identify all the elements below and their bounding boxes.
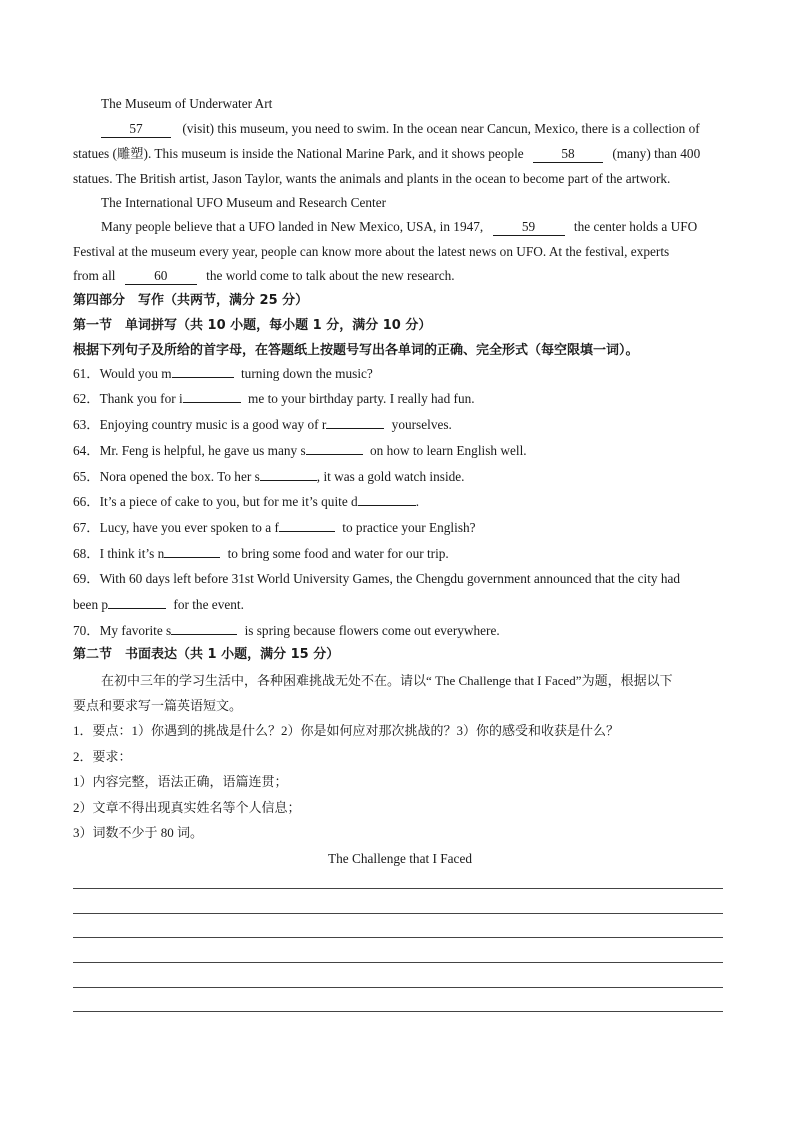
requirement-points: 1．要点：1）你遇到的挑战是什么？2）你是如何应对那次挑战的？3）你的感受和收获是什么？ bbox=[73, 723, 620, 738]
writing-line[interactable] bbox=[73, 962, 723, 963]
question-text: 66．It’s a piece of cake to you, but for me it’s quite d bbox=[73, 494, 358, 509]
writing-line[interactable] bbox=[73, 888, 723, 889]
answer-blank[interactable] bbox=[108, 595, 166, 609]
question-text: me to your birthday party. I really had fun. bbox=[248, 391, 475, 406]
question-66 bbox=[73, 492, 419, 511]
answer-blank[interactable] bbox=[172, 364, 234, 378]
section1-title: 第一节 单词拼写（共 10 小题，每小题 1 分，满分 10 分） bbox=[73, 318, 432, 333]
writing-line[interactable] bbox=[73, 1011, 723, 1012]
question-text: 70．My favorite s bbox=[73, 623, 172, 638]
blank-59[interactable]: 59 bbox=[493, 219, 565, 236]
answer-blank[interactable] bbox=[279, 518, 335, 532]
question-text: to bring some food and water for our trip. bbox=[227, 546, 449, 561]
section2-intro-line-2: 要点和要求写一篇英语短文。 bbox=[73, 698, 243, 713]
question-text: 65．Nora opened the box. To her s bbox=[73, 469, 260, 484]
question-text: 64．Mr. Feng is helpful, he gave us many s bbox=[73, 443, 306, 458]
question-69-line-1: 69．With 60 days left before 31st World University Games, the Chengdu government announced that the city had bbox=[73, 571, 681, 586]
writing-line[interactable] bbox=[73, 987, 723, 988]
passage-paragraph-2-line-3 bbox=[73, 267, 455, 285]
passage-text: the center holds a UFO bbox=[573, 219, 698, 234]
question-61 bbox=[73, 364, 373, 383]
requirement-heading: 2．要求： bbox=[73, 749, 132, 764]
question-text: been p bbox=[73, 597, 109, 612]
question-text: on how to learn English well. bbox=[370, 443, 527, 458]
passage-paragraph-2-line-2: Festival at the museum every year, people can know more about the latest news on UFO. At the festival, experts bbox=[73, 244, 670, 259]
question-text: 67．Lucy, have you ever spoken to a f bbox=[73, 520, 279, 535]
museum-heading-underwater: The Museum of Underwater Art bbox=[101, 96, 273, 111]
requirement-2: 2）文章不得出现真实姓名等个人信息； bbox=[73, 800, 301, 815]
answer-blank[interactable] bbox=[183, 389, 241, 403]
passage-paragraph-1-line-1 bbox=[101, 120, 700, 138]
question-text: , it was a gold watch inside. bbox=[316, 469, 465, 484]
section2-title: 第二节 书面表达（共 1 小题，满分 15 分） bbox=[73, 647, 340, 662]
question-text: yourselves. bbox=[391, 417, 452, 432]
blank-58[interactable]: 58 bbox=[533, 146, 603, 163]
part4-title: 第四部分 写作（共两节，满分 25 分） bbox=[73, 293, 309, 308]
question-text: 63．Enjoying country music is a good way of r bbox=[73, 417, 327, 432]
question-text: 61．Would you m bbox=[73, 366, 172, 381]
section2-intro-line-1: 在初中三年的学习生活中，各种困难挑战无处不在。请以“ The Challenge that I Faced”为题，根据以下 bbox=[101, 673, 673, 688]
museum-heading-ufo: The International UFO Museum and Research Center bbox=[101, 195, 387, 210]
answer-blank[interactable] bbox=[260, 467, 317, 481]
passage-text: (visit) this museum, you need to swim. In the ocean near Cancun, Mexico, there is a collection of bbox=[182, 121, 700, 136]
writing-line[interactable] bbox=[73, 937, 723, 938]
passage-paragraph-2-line-1 bbox=[101, 218, 697, 236]
question-text: turning down the music? bbox=[240, 366, 373, 381]
passage-paragraph-1-line-3: statues. The British artist, Jason Taylor, wants the animals and plants in the ocean to become part of the artwork. bbox=[73, 171, 671, 186]
passage-text: from all bbox=[73, 268, 116, 283]
question-64 bbox=[73, 441, 527, 460]
question-69-line-2 bbox=[73, 595, 244, 614]
answer-blank[interactable] bbox=[358, 492, 416, 506]
section1-instructions: 根据下列句子及所给的首字母，在答题纸上按题号写出各单词的正确、完全形式（每空限填一词）。 bbox=[73, 343, 639, 358]
answer-blank[interactable] bbox=[326, 415, 384, 429]
question-text: to practice your English? bbox=[342, 520, 476, 535]
question-text: for the event. bbox=[173, 597, 244, 612]
question-text: is spring because flowers come out everywhere. bbox=[244, 623, 500, 638]
question-text: 68．I think it’s n bbox=[73, 546, 165, 561]
writing-line[interactable] bbox=[73, 913, 723, 914]
passage-text: the world come to talk about the new research. bbox=[206, 268, 455, 283]
question-65 bbox=[73, 467, 465, 486]
answer-blank[interactable] bbox=[306, 441, 363, 455]
blank-57[interactable]: 57 bbox=[101, 121, 171, 138]
question-63 bbox=[73, 415, 452, 434]
question-67 bbox=[73, 518, 476, 537]
passage-text: Many people believe that a UFO landed in New Mexico, USA, in 1947, bbox=[101, 219, 484, 234]
blank-60[interactable]: 60 bbox=[125, 268, 197, 285]
requirement-1: 1）内容完整，语法正确，语篇连贯； bbox=[73, 774, 288, 789]
answer-blank[interactable] bbox=[171, 621, 237, 635]
answer-blank[interactable] bbox=[164, 544, 220, 558]
passage-text: statues (雕塑). This museum is inside the National Marine Park, and it shows people bbox=[73, 146, 524, 161]
passage-paragraph-1-line-2 bbox=[73, 145, 700, 163]
question-70 bbox=[73, 621, 500, 640]
question-text: 62．Thank you for i bbox=[73, 391, 183, 406]
question-text: . bbox=[415, 494, 420, 509]
requirement-3: 3）词数不少于 80 词。 bbox=[73, 825, 204, 840]
question-68 bbox=[73, 544, 449, 563]
essay-title: The Challenge that I Faced bbox=[328, 851, 472, 866]
question-62 bbox=[73, 389, 475, 408]
passage-text: (many) than 400 bbox=[612, 146, 701, 161]
